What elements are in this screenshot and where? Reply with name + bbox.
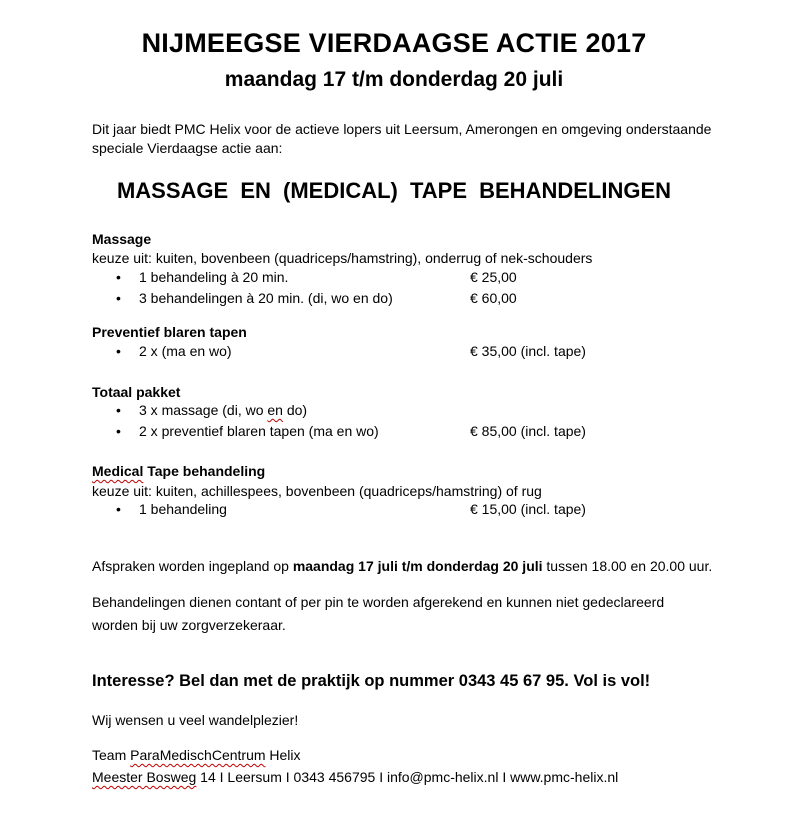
page-subtitle: maandag 17 t/m donderdag 20 juli [224,68,564,91]
medical-item-1-price: € 15,00 (incl. tape) [470,501,586,517]
medical-item-1-text: 1 behandeling [139,501,227,517]
massage-item-2-price: € 60,00 [470,290,517,306]
afspraken-text: Afspraken worden ingepland op maandag 17 juli t/m donderdag 20 juli tussen 18.00 en 20.00 uur. [92,558,713,574]
medical-description: keuze uit: kuiten, achillespees, bovenbeen (quadriceps/hamstring) of rug [92,483,542,499]
betaling-line-2: worden bij uw zorgverzekeraar. [92,617,286,633]
massage-title: Massage [92,231,152,247]
closing-wish: Wij wensen u veel wandelplezier! [92,712,299,728]
pakket-item-1-text: 3 x massage (di, wo en do) [139,402,308,418]
bullet-icon: • [116,402,121,418]
blaren-title: Preventief blaren tapen [92,324,247,340]
medical-title: Medical Tape behandeling [92,463,266,479]
footer-contact: Meester Bosweg 14 I Leersum I 0343 456795 I info@pmc-helix.nl I www.pmc-helix.nl [92,769,619,785]
massage-item-1-price: € 25,00 [470,269,517,285]
footer-team: Team ParaMedischCentrum Helix [92,747,301,763]
pakket-item-2-text: 2 x preventief blaren tapen (ma en wo) [139,423,379,439]
massage-item-1-text: 1 behandeling à 20 min. [139,269,289,285]
massage-description: keuze uit: kuiten, bovenbeen (quadriceps/hamstring), onderrug of nek-schouders [92,250,593,266]
bullet-icon: • [116,343,121,359]
blaren-item-1-price: € 35,00 (incl. tape) [470,343,586,359]
pakket-item-2-price: € 85,00 (incl. tape) [470,423,586,439]
bullet-icon: • [116,501,121,517]
call-to-action: Interesse? Bel dan met de praktijk op nummer 0343 45 67 95. Vol is vol! [92,672,651,690]
bullet-icon: • [116,423,121,439]
section-heading: MASSAGE EN (MEDICAL) TAPE BEHANDELINGEN [116,178,672,203]
blaren-item-1-text: 2 x (ma en wo) [139,343,232,359]
intro-line-2: speciale Vierdaagse actie aan: [92,140,283,156]
bullet-icon: • [116,269,121,285]
massage-item-2-text: 3 behandelingen à 20 min. (di, wo en do) [139,290,393,306]
page-title: NIJMEEGSE VIERDAAGSE ACTIE 2017 [141,28,647,58]
betaling-line-1: Behandelingen dienen contant of per pin te worden afgerekend en kunnen niet gedeclareerd [92,594,665,610]
pakket-title: Totaal pakket [92,384,181,400]
bullet-icon: • [116,290,121,306]
intro-line-1: Dit jaar biedt PMC Helix voor de actieve lopers uit Leersum, Amerongen en omgeving onderstaande [92,121,712,137]
